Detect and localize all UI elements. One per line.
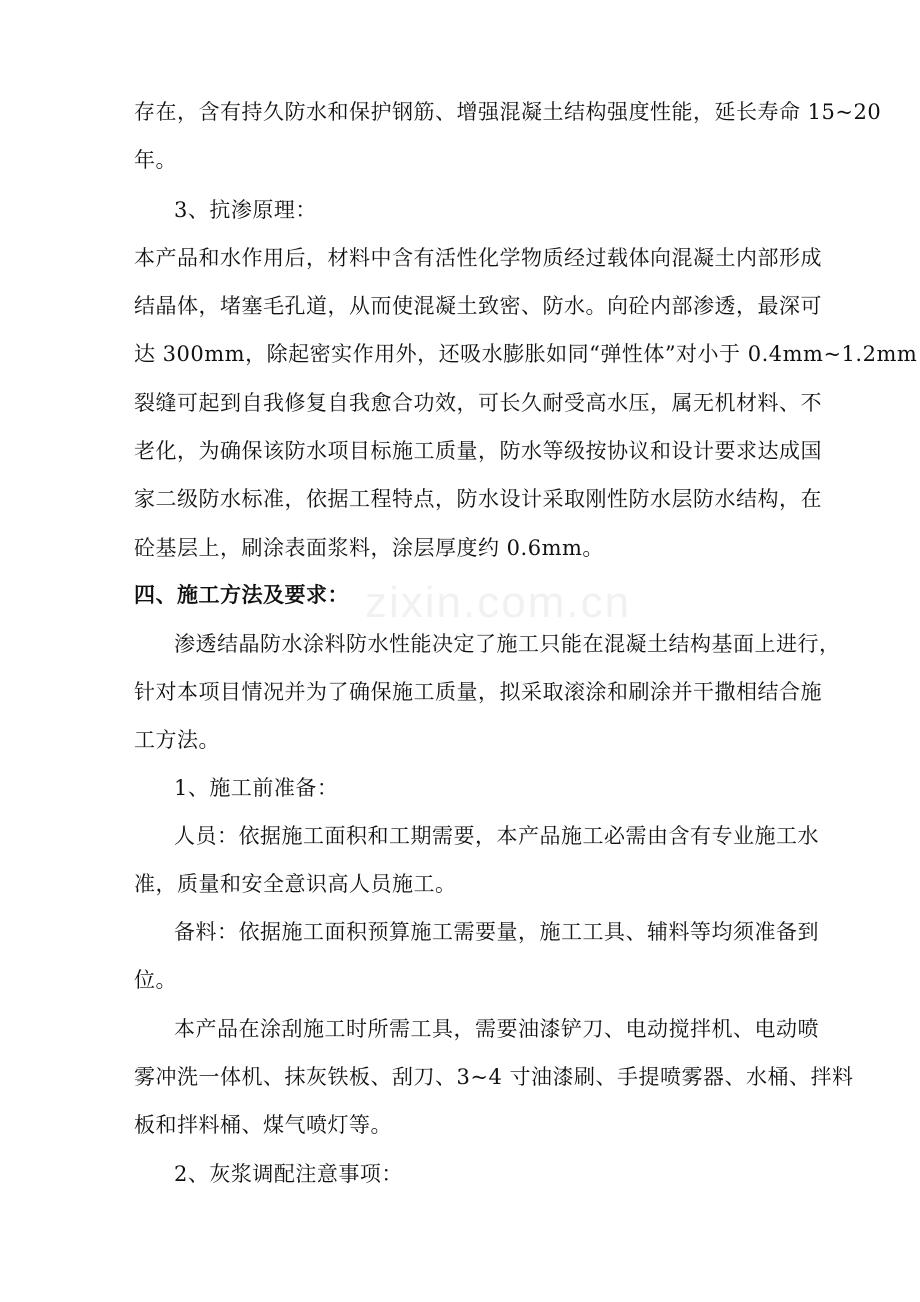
paragraph-line: 渗透结晶防水涂料防水性能决定了施工只能在混凝土结构基面上进行， [174, 632, 841, 656]
paragraph-line: 存在，含有持久防水和保护钢筋、增强混凝土结构强度性能，延长寿命 15~20 [134, 100, 882, 124]
paragraph-line: 本产品在涂刮施工时所需工具，需要油漆铲刀、电动搅拌机、电动喷 [174, 1017, 819, 1041]
paragraph-line: 裂缝可起到自我修复自我愈合功效，可长久耐受高水压，属无机材料、不 [134, 391, 822, 415]
paragraph-line: 本产品和水作用后，材料中含有活性化学物质经过载体向混凝土内部形成 [134, 246, 822, 270]
paragraph-line: 针对本项目情况并为了确保施工质量，拟采取滚涂和刷涂并干撒相结合施 [134, 680, 822, 704]
watermark: zixin.com.cn [365, 578, 632, 627]
paragraph-line: 准，质量和安全意识高人员施工。 [134, 872, 457, 896]
paragraph-line: 工方法。 [134, 728, 220, 752]
paragraph-line: 板和拌料桶、煤气喷灯等。 [134, 1113, 392, 1137]
paragraph-line: 砼基层上，刷涂表面浆料，涂层厚度约 0.6mm。 [134, 536, 604, 560]
subsection-heading: 2、灰浆调配注意事项： [174, 1162, 403, 1186]
paragraph-line: 雾冲洗一体机、抹灰铁板、刮刀、3~4 寸油漆刷、手提喷雾器、水桶、拌料 [134, 1065, 854, 1089]
paragraph-line: 备料：依据施工面积预算施工需要量，施工工具、辅料等均须准备到 [174, 920, 819, 944]
paragraph-line: 结晶体，堵塞毛孔道，从而使混凝土致密、防水。向砼内部渗透，最深可 [134, 294, 822, 318]
subsection-heading: 1、施工前准备： [174, 776, 339, 800]
paragraph-line: 人员：依据施工面积和工期需要，本产品施工必需由含有专业施工水 [174, 824, 819, 848]
paragraph-line: 位。 [134, 968, 177, 992]
paragraph-line: 年。 [134, 148, 177, 172]
section-heading: 四、施工方法及要求： [134, 582, 349, 607]
subsection-heading: 3、抗渗原理： [174, 198, 317, 222]
paragraph-line: 老化，为确保该防水项目标施工质量，防水等级按协议和设计要求达成国 [134, 439, 822, 463]
paragraph-line: 家二级防水标准，依据工程特点，防水设计采取刚性防水层防水结构，在 [134, 487, 822, 511]
paragraph-line: 达 300mm，除起密实作用外，还吸水膨胀如同“弹性体”对小于 0.4mm~1.2mm [134, 342, 918, 366]
